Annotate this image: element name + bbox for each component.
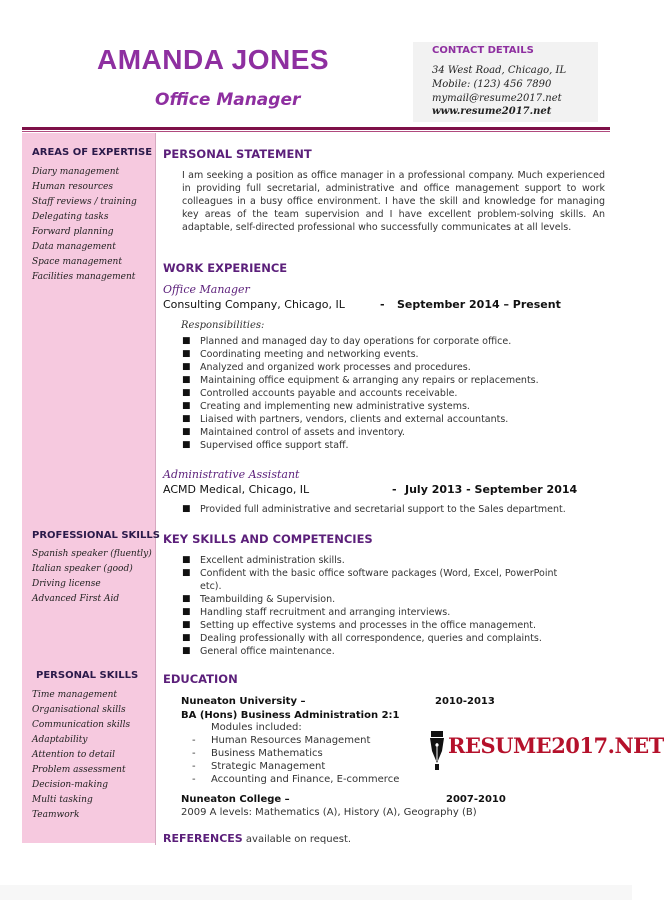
personal-skill-item: Teamwork bbox=[32, 810, 80, 820]
professional-skills-heading: PROFESSIONAL SKILLS bbox=[32, 530, 160, 541]
personal-skill-item: Problem assessment bbox=[32, 765, 126, 775]
professional-skill-item: Driving license bbox=[32, 579, 101, 589]
job2-bullet: ■ Provided full administrative and secretarial support to the Sales department. bbox=[182, 504, 566, 515]
job2-company: ACMD Medical, Chicago, IL bbox=[163, 483, 310, 496]
job1-company: Consulting Company, Chicago, IL bbox=[163, 298, 345, 311]
job2-title: Administrative Assistant bbox=[163, 468, 300, 481]
personal-skill-item: Attention to detail bbox=[32, 750, 115, 760]
candidate-name: AMANDA JONES bbox=[97, 44, 330, 75]
job1-dates-dash: - bbox=[380, 298, 385, 311]
expertise-item: Space management bbox=[32, 257, 122, 267]
skill-bullet: ■ Excellent administration skills. bbox=[182, 555, 345, 566]
personal-skill-item: Communication skills bbox=[32, 720, 131, 730]
professional-skill-item: Spanish speaker (fluently) bbox=[32, 549, 152, 559]
expertise-item: Staff reviews / training bbox=[32, 197, 137, 207]
contact-mobile: Mobile: (123) 456 7890 bbox=[432, 79, 552, 90]
expertise-item: Data management bbox=[32, 242, 116, 252]
expertise-item: Diary management bbox=[32, 167, 120, 177]
job1-bullet: ■ Creating and implementing new administrative systems. bbox=[182, 401, 470, 412]
sidebar-divider bbox=[155, 133, 156, 845]
personal-skill-item: Time management bbox=[32, 690, 118, 700]
contact-heading: CONTACT DETAILS bbox=[432, 45, 534, 56]
personal-skill-item: Organisational skills bbox=[32, 705, 126, 715]
statement-heading: PERSONAL STATEMENT bbox=[163, 147, 312, 161]
skill-bullet: ■ Teambuilding & Supervision. bbox=[182, 594, 336, 605]
skill-bullet-continued: etc). bbox=[200, 581, 222, 592]
job2-dates-dash: - bbox=[392, 483, 397, 496]
header-divider bbox=[22, 127, 610, 130]
job1-bullet: ■ Controlled accounts payable and accounts receivable. bbox=[182, 388, 458, 399]
header-divider-thin bbox=[22, 131, 610, 132]
references bbox=[163, 832, 351, 845]
personal-skill-item: Adaptability bbox=[32, 735, 88, 745]
module-item: - Accounting and Finance, E-commerce bbox=[192, 774, 400, 785]
fountain-pen-icon bbox=[427, 731, 447, 771]
job1-bullet: ■ Supervised office support staff. bbox=[182, 440, 349, 451]
expertise-item: Human resources bbox=[32, 182, 113, 192]
statement-text: I am seeking a position as office manager in a professional company. Much experienced in providing full secretarial, administrative and office management support to work colleagues in a busy office environment. I have the skill and knowledge for managing key areas of the team supervision and I have excellent problem-solving skills. An adaptable, self-directed professional who successfully communicates at all levels. bbox=[182, 170, 605, 233]
skill-bullet: ■ Setting up effective systems and processes in the office management. bbox=[182, 620, 536, 631]
skills-heading: KEY SKILLS AND COMPETENCIES bbox=[163, 532, 373, 546]
job1-bullet: ■ Planned and managed day to day operations for corporate office. bbox=[182, 336, 512, 347]
school2-years: 2007-2010 bbox=[446, 794, 506, 805]
job1-title: Office Manager bbox=[163, 283, 250, 296]
expertise-item: Facilities management bbox=[32, 272, 136, 282]
school2-name: Nuneaton College – bbox=[181, 794, 290, 805]
school1-years: 2010-2013 bbox=[435, 696, 495, 707]
page-bottom-strip bbox=[0, 885, 632, 900]
personal-skill-item: Decision-making bbox=[32, 780, 109, 790]
logo-text: RESUME2017.NET bbox=[448, 733, 664, 758]
modules-label: Modules included: bbox=[211, 722, 302, 733]
professional-skill-item: Advanced First Aid bbox=[32, 594, 120, 604]
job1-bullet: ■ Maintained control of assets and inventory. bbox=[182, 427, 405, 438]
degree1: BA (Hons) Business Administration 2:1 bbox=[181, 710, 400, 721]
skill-bullet: ■ Confident with the basic office software packages (Word, Excel, PowerPoint bbox=[182, 568, 558, 579]
module-item: - Business Mathematics bbox=[192, 748, 323, 759]
module-item: - Strategic Management bbox=[192, 761, 326, 772]
job1-responsibilities-label: Responsibilities: bbox=[181, 320, 265, 331]
job1-bullet: ■ Maintaining office equipment & arranging any repairs or replacements. bbox=[182, 375, 539, 386]
contact-box bbox=[413, 42, 598, 122]
job1-dates: September 2014 – Present bbox=[397, 298, 561, 311]
skill-bullet: ■ General office maintenance. bbox=[182, 646, 335, 657]
job2-dates: July 2013 - September 2014 bbox=[405, 483, 578, 496]
contact-website[interactable]: www.resume2017.net bbox=[432, 106, 552, 117]
references-label: REFERENCES bbox=[163, 832, 243, 845]
contact-email[interactable]: mymail@resume2017.net bbox=[432, 93, 562, 104]
job1-bullet: ■ Liaised with partners, vendors, clients and external accountants. bbox=[182, 414, 509, 425]
expertise-item: Forward planning bbox=[32, 227, 114, 237]
module-item: - Human Resources Management bbox=[192, 735, 371, 746]
professional-skill-item: Italian speaker (good) bbox=[32, 564, 133, 574]
resume2017-logo bbox=[427, 731, 664, 771]
expertise-heading: AREAS OF EXPERTISE bbox=[32, 147, 153, 158]
job1-bullet: ■ Analyzed and organized work processes and procedures. bbox=[182, 362, 471, 373]
expertise-item: Delegating tasks bbox=[32, 212, 109, 222]
personal-skills-heading: PERSONAL SKILLS bbox=[36, 670, 139, 681]
a-levels: 2009 A levels: Mathematics (A), History (A), Geography (B) bbox=[181, 807, 477, 818]
school1-name: Nuneaton University – bbox=[181, 696, 306, 707]
job1-bullet: ■ Coordinating meeting and networking events. bbox=[182, 349, 419, 360]
skill-bullet: ■ Dealing professionally with all correspondence, queries and complaints. bbox=[182, 633, 542, 644]
experience-heading: WORK EXPERIENCE bbox=[163, 261, 288, 275]
education-heading: EDUCATION bbox=[163, 672, 238, 686]
skill-bullet: ■ Handling staff recruitment and arranging interviews. bbox=[182, 607, 451, 618]
personal-skill-item: Multi tasking bbox=[32, 795, 93, 805]
contact-address: 34 West Road, Chicago, IL bbox=[432, 65, 567, 76]
references-text: available on request. bbox=[245, 834, 352, 845]
candidate-role: Office Manager bbox=[155, 90, 301, 110]
